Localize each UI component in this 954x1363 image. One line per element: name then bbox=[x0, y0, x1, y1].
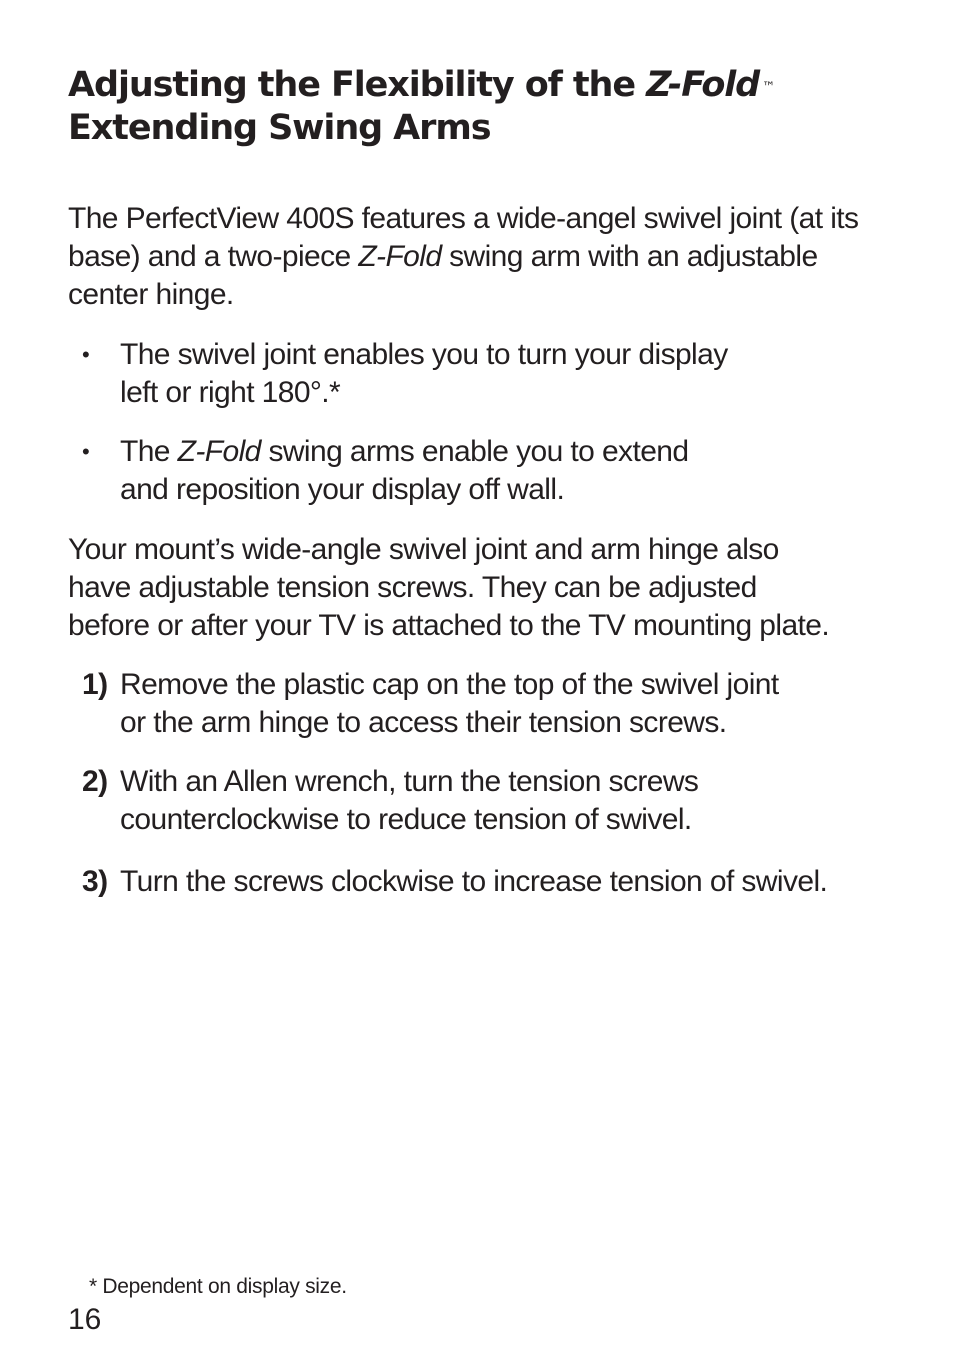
bullet-item-zfold bbox=[82, 433, 902, 509]
bullet-icon: • bbox=[82, 342, 90, 367]
trademark-symbol: ™ bbox=[762, 80, 776, 95]
intro-paragraph: The PerfectView 400S features a wide-angel swivel joint (at its base) and a two-piece Z-Fold swing arm with an adjustable center hinge. bbox=[68, 202, 859, 311]
step-item-1 bbox=[82, 666, 902, 742]
step-number: 3) bbox=[82, 865, 108, 898]
step-text: Remove the plastic cap on the top of the swivel joint or the arm hinge to access their tension screws. bbox=[120, 668, 779, 739]
page-number: 16 bbox=[68, 1303, 102, 1336]
z-fold-brand: Z-Fold bbox=[646, 65, 760, 105]
step-number: 2) bbox=[82, 765, 108, 798]
step-item-2 bbox=[82, 763, 902, 839]
bullet-text: The swivel joint enables you to turn your display left or right 180°.* bbox=[120, 338, 728, 409]
step-text: With an Allen wrench, turn the tension screws counterclockwise to reduce tension of swivel. bbox=[120, 765, 699, 836]
step-number: 1) bbox=[82, 668, 108, 701]
footnote: * Dependent on display size. bbox=[89, 1275, 347, 1298]
step-item-3 bbox=[82, 863, 902, 901]
title-line-2: Extending Swing Arms bbox=[68, 108, 491, 148]
z-fold-term: Z-Fold bbox=[358, 240, 442, 273]
z-fold-term: Z-Fold bbox=[177, 435, 261, 468]
page-title bbox=[68, 64, 888, 150]
bullet-icon: • bbox=[82, 439, 90, 464]
title-line-1: Adjusting the Flexibility of the Z-Fold ™ bbox=[68, 65, 776, 105]
step-text: Turn the screws clockwise to increase tension of swivel. bbox=[120, 865, 828, 898]
bullet-text: The Z-Fold swing arms enable you to extend and reposition your display off wall. bbox=[120, 435, 689, 506]
tension-paragraph: Your mount’s wide-angle swivel joint and arm hinge also have adjustable tension screws. They can be adjusted before or after your TV is attached to the TV mounting plate. bbox=[68, 533, 830, 642]
bullet-item-swivel bbox=[82, 336, 902, 412]
